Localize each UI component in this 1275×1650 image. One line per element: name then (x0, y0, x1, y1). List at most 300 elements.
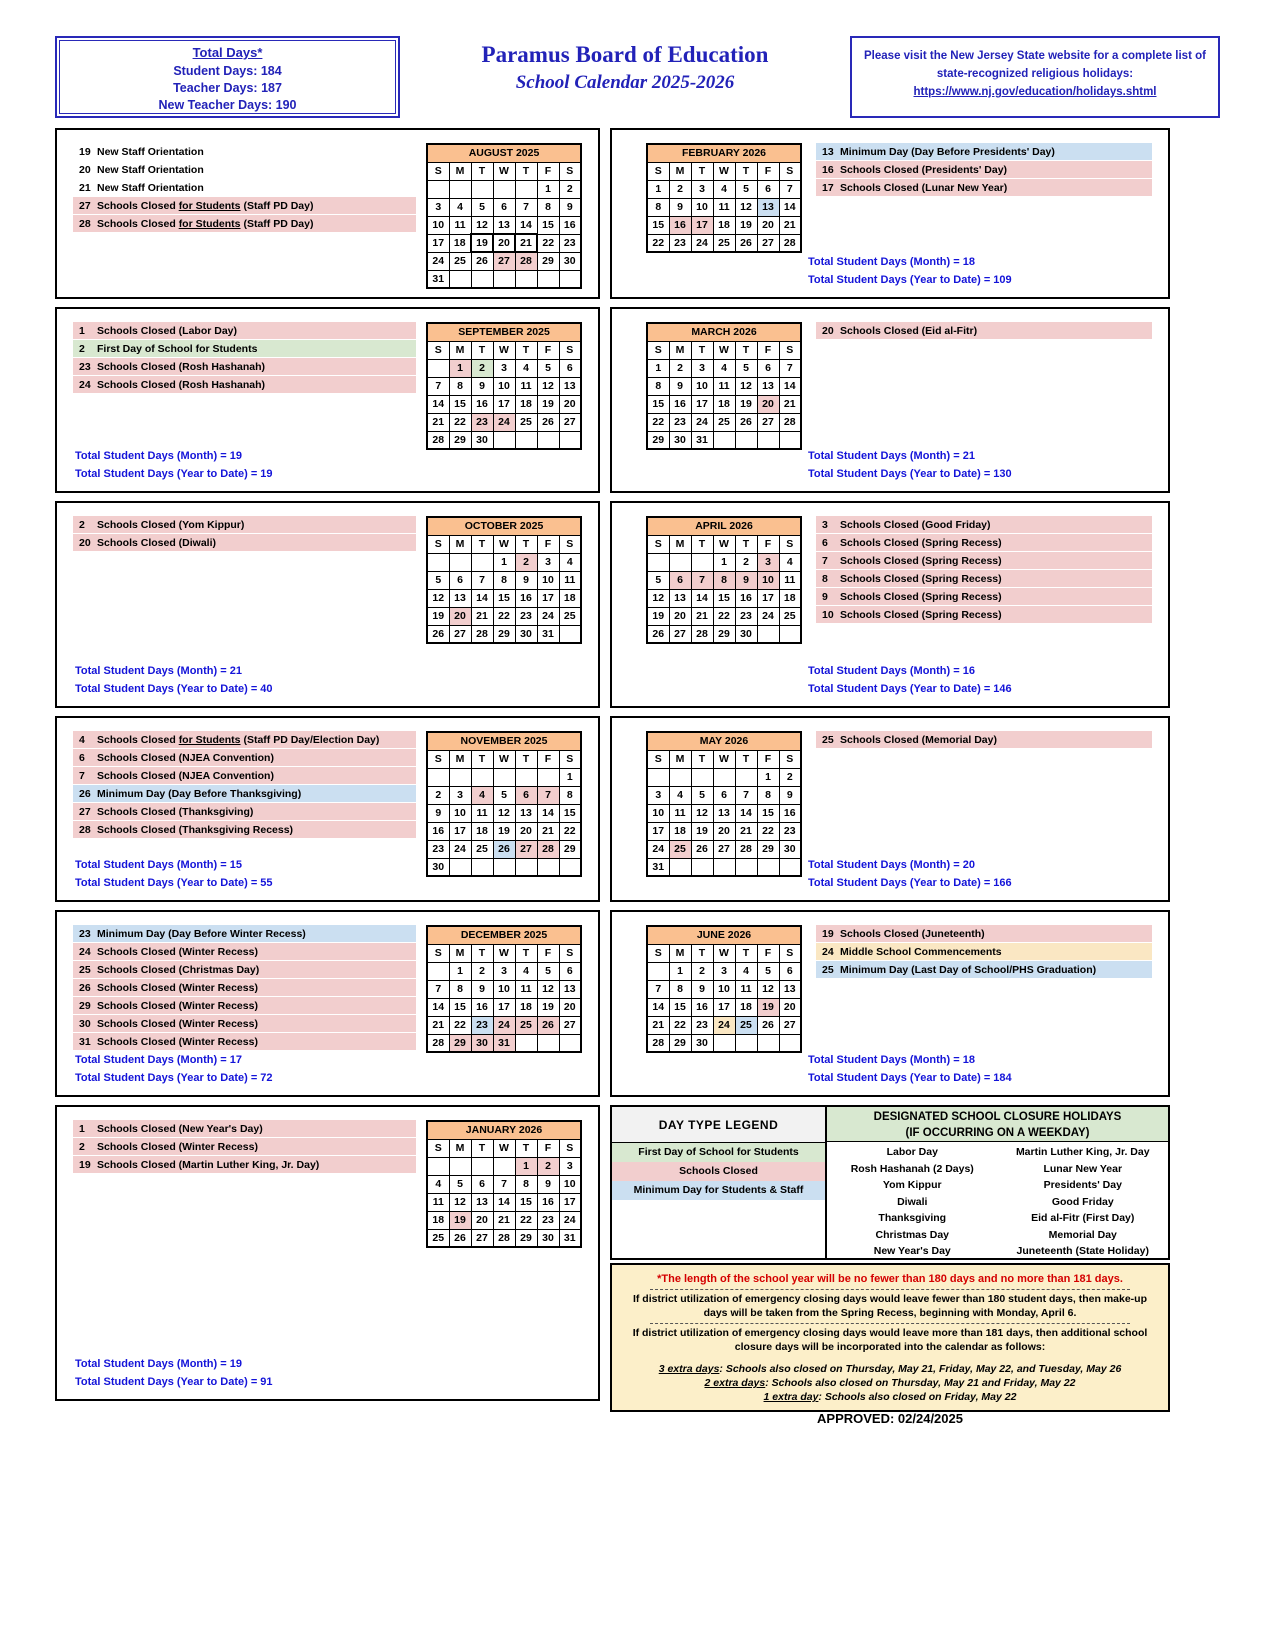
calendar-day: 16 (669, 395, 691, 413)
event-list-april (816, 516, 1152, 624)
calendar-day: 22 (647, 413, 669, 431)
calendar-day: 21 (427, 1016, 449, 1034)
calendar-day: 2 (537, 1157, 559, 1175)
calendar-day: 10 (691, 198, 713, 216)
day-of-week-header: F (757, 944, 779, 962)
calendar-day: 24 (537, 607, 559, 625)
calendar-empty-cell (779, 625, 801, 643)
calendar-day: 21 (779, 395, 801, 413)
calendar-day: 9 (669, 377, 691, 395)
calendar-day: 19 (735, 216, 757, 234)
calendar-empty-cell (493, 858, 515, 876)
calendar-day: 25 (735, 1016, 757, 1034)
calendar-empty-cell (669, 768, 691, 786)
calendar-empty-cell (757, 625, 779, 643)
extra-day-line: 3 extra days: Schools also closed on Thursday, May 21, Friday, May 22, and Tuesday, May 26 (658, 1363, 1122, 1375)
event-day-number: 28 (79, 823, 91, 836)
calendar-day: 26 (471, 252, 493, 270)
calendar-day: 9 (537, 1175, 559, 1193)
calendar-day: 5 (691, 786, 713, 804)
event-label: Schools Closed (Winter Recess) (97, 1017, 258, 1030)
legend-items (612, 1143, 825, 1200)
day-of-week-header: T (691, 535, 713, 553)
day-of-week-header: S (779, 341, 801, 359)
event-row (73, 803, 416, 820)
event-label: Schools Closed (Diwali) (97, 536, 217, 549)
calendar-empty-cell (713, 431, 735, 449)
event-row (816, 943, 1152, 960)
calendar-day: 28 (427, 431, 449, 449)
total-student-days-line: Total Student Days (Month) = 17 (75, 1054, 242, 1066)
month-block-november (55, 716, 600, 902)
closure-title-line2: (IF OCCURRING ON A WEEKDAY) (905, 1127, 1090, 1139)
calendar-day: 27 (669, 625, 691, 643)
event-list-january (73, 1120, 416, 1174)
event-day-number: 23 (79, 927, 91, 940)
event-day-number: 9 (822, 590, 828, 603)
calendar-grid-august (426, 143, 582, 289)
calendar-empty-cell (493, 270, 515, 288)
calendar-day: 16 (427, 822, 449, 840)
calendar-september (426, 322, 582, 450)
calendar-day: 26 (735, 413, 757, 431)
event-day-number: 27 (79, 199, 91, 212)
event-row (816, 179, 1152, 196)
event-row (73, 821, 416, 838)
day-of-week-header: W (713, 341, 735, 359)
event-row (816, 961, 1152, 978)
calendar-empty-cell (691, 768, 713, 786)
calendar-day: 8 (493, 571, 515, 589)
calendar-day: 4 (669, 786, 691, 804)
calendar-grid-march (646, 322, 802, 450)
calendar-august (426, 143, 582, 289)
event-label: Schools Closed (Christmas Day) (97, 963, 260, 976)
legend-item: First Day of School for Students (612, 1143, 825, 1162)
calendar-day: 22 (647, 234, 669, 252)
divider (650, 1289, 1130, 1290)
holidays-link[interactable]: https://www.nj.gov/education/holidays.shtml (913, 86, 1157, 98)
calendar-day: 3 (691, 180, 713, 198)
day-of-week-header: S (559, 944, 581, 962)
calendar-day: 20 (779, 998, 801, 1016)
day-of-week-header: W (713, 750, 735, 768)
total-student-days-line: Total Student Days (Year to Date) = 72 (75, 1072, 273, 1084)
total-student-days-line: Total Student Days (Month) = 19 (75, 450, 242, 462)
day-of-week-header: W (713, 944, 735, 962)
month-totals (808, 253, 1012, 289)
calendar-day: 7 (493, 1175, 515, 1193)
event-list-june (816, 925, 1152, 979)
calendar-day: 20 (713, 822, 735, 840)
calendar-day: 8 (757, 786, 779, 804)
calendar-day: 16 (669, 216, 691, 234)
calendar-day: 6 (757, 359, 779, 377)
new-teacher-days-line: New Teacher Days: 190 (158, 98, 297, 112)
calendar-day: 17 (537, 589, 559, 607)
month-title: MAY 2026 (647, 732, 801, 750)
total-student-days-line: Total Student Days (Month) = 18 (808, 1054, 975, 1066)
calendar-day: 14 (779, 198, 801, 216)
calendar-day: 10 (757, 571, 779, 589)
calendar-day: 7 (471, 571, 493, 589)
calendar-empty-cell (559, 1034, 581, 1052)
calendar-grid-january (426, 1120, 582, 1248)
calendar-empty-cell (515, 1034, 537, 1052)
event-row (816, 925, 1152, 942)
event-day-number: 10 (822, 608, 834, 621)
month-totals (75, 856, 273, 892)
calendar-day: 20 (559, 395, 581, 413)
calendar-day: 4 (515, 359, 537, 377)
event-row (816, 731, 1152, 748)
calendar-day: 11 (515, 377, 537, 395)
event-day-number: 28 (79, 217, 91, 230)
total-student-days-line: Total Student Days (Month) = 21 (75, 665, 242, 677)
calendar-day: 7 (647, 980, 669, 998)
calendar-day: 24 (427, 252, 449, 270)
event-day-number: 17 (822, 181, 834, 194)
calendar-day: 20 (669, 607, 691, 625)
calendar-grid-june (646, 925, 802, 1053)
total-student-days-line: Total Student Days (Month) = 20 (808, 859, 975, 871)
calendar-empty-cell (537, 270, 559, 288)
day-of-week-header: T (691, 944, 713, 962)
calendar-day: 23 (691, 1016, 713, 1034)
calendar-day: 20 (559, 998, 581, 1016)
religious-holidays-notice (850, 36, 1220, 118)
calendar-empty-cell (515, 768, 537, 786)
calendar-day: 12 (647, 589, 669, 607)
event-label: New Staff Orientation (97, 163, 204, 176)
month-title: AUGUST 2025 (427, 144, 581, 162)
calendar-day: 13 (559, 377, 581, 395)
calendar-empty-cell (427, 1157, 449, 1175)
day-of-week-header: S (779, 162, 801, 180)
day-of-week-header: T (735, 944, 757, 962)
calendar-day: 24 (757, 607, 779, 625)
calendar-empty-cell (471, 270, 493, 288)
day-of-week-header: S (427, 944, 449, 962)
calendar-day: 25 (427, 1229, 449, 1247)
calendar-day: 29 (559, 840, 581, 858)
calendar-april (646, 516, 802, 644)
calendar-day: 24 (559, 1211, 581, 1229)
calendar-day: 10 (713, 980, 735, 998)
event-label: Schools Closed (Winter Recess) (97, 999, 258, 1012)
closure-holidays-title (827, 1107, 1168, 1142)
calendar-day: 24 (691, 413, 713, 431)
month-title: JANUARY 2026 (427, 1121, 581, 1139)
calendar-day: 4 (471, 786, 493, 804)
event-row (73, 979, 416, 996)
day-of-week-header: M (669, 535, 691, 553)
event-row (73, 161, 416, 178)
calendar-grid-september (426, 322, 582, 450)
calendar-day: 24 (449, 840, 471, 858)
day-of-week-header: F (537, 162, 559, 180)
closure-title-line1: DESIGNATED SCHOOL CLOSURE HOLIDAYS (873, 1111, 1122, 1123)
extra-days-note: If district utilization of emergency closing days would leave more than 181 days, then additional school closure days will be incorporated into the calendar as follows: (632, 1327, 1148, 1353)
calendar-day: 12 (427, 589, 449, 607)
event-row (73, 143, 416, 160)
calendar-day: 5 (647, 571, 669, 589)
calendar-day: 6 (493, 198, 515, 216)
day-of-week-header: W (713, 535, 735, 553)
makeup-days-note: If district utilization of emergency closing days would leave fewer than 180 student days, then make-up days will be taken from the Spring Recess, beginning with Monday, April 6. (632, 1293, 1148, 1319)
month-totals (75, 662, 273, 698)
calendar-day: 15 (647, 395, 669, 413)
calendar-day: 2 (427, 786, 449, 804)
day-of-week-header: W (713, 162, 735, 180)
event-day-number: 26 (79, 787, 91, 800)
event-label: Minimum Day (Day Before Presidents' Day) (840, 145, 1055, 158)
event-label: New Staff Orientation (97, 145, 204, 158)
calendar-day: 29 (669, 1034, 691, 1052)
calendar-day: 30 (537, 1229, 559, 1247)
day-type-legend-table (610, 1105, 1170, 1260)
calendar-day: 18 (735, 998, 757, 1016)
calendar-day: 19 (493, 822, 515, 840)
total-student-days-line: Total Student Days (Year to Date) = 19 (75, 468, 273, 480)
day-of-week-header: W (493, 944, 515, 962)
calendar-day: 25 (713, 234, 735, 252)
calendar-day: 3 (757, 553, 779, 571)
calendar-day: 29 (449, 1034, 471, 1052)
calendar-day: 1 (669, 962, 691, 980)
calendar-day: 8 (669, 980, 691, 998)
calendar-day: 9 (559, 198, 581, 216)
page-subtitle: School Calendar 2025-2026 (515, 72, 735, 93)
event-label: Schools Closed (Spring Recess) (840, 572, 1002, 585)
calendar-day: 4 (713, 359, 735, 377)
calendar-day: 30 (427, 858, 449, 876)
calendar-day: 5 (735, 359, 757, 377)
calendar-day: 17 (691, 216, 713, 234)
event-day-number: 20 (79, 536, 91, 549)
day-of-week-header: S (779, 535, 801, 553)
calendar-day: 14 (427, 998, 449, 1016)
month-totals (808, 1051, 1012, 1087)
calendar-day: 30 (471, 1034, 493, 1052)
calendar-day: 31 (559, 1229, 581, 1247)
event-day-number: 25 (822, 963, 834, 976)
calendar-empty-cell (471, 180, 493, 198)
calendar-day: 2 (691, 962, 713, 980)
calendar-empty-cell (449, 553, 471, 571)
day-of-week-header: W (493, 750, 515, 768)
calendar-day: 28 (471, 625, 493, 643)
event-day-number: 25 (822, 733, 834, 746)
calendar-grid-december (426, 925, 582, 1053)
calendar-day: 5 (537, 359, 559, 377)
legend-title: DAY TYPE LEGEND (612, 1107, 825, 1143)
calendar-empty-cell (757, 431, 779, 449)
calendar-day: 7 (427, 377, 449, 395)
day-of-week-header: S (647, 341, 669, 359)
calendar-day: 8 (559, 786, 581, 804)
calendar-day: 5 (537, 962, 559, 980)
calendar-day: 19 (647, 607, 669, 625)
month-title: MARCH 2026 (647, 323, 801, 341)
event-row (73, 322, 416, 339)
calendar-day: 11 (713, 198, 735, 216)
calendar-day: 21 (427, 413, 449, 431)
event-row (73, 767, 416, 784)
calendar-day: 27 (493, 252, 515, 270)
calendar-day: 12 (493, 804, 515, 822)
calendar-day: 5 (493, 786, 515, 804)
calendar-day: 15 (757, 804, 779, 822)
calendar-day: 2 (515, 553, 537, 571)
calendar-day: 18 (449, 234, 471, 252)
event-row (73, 1120, 416, 1137)
calendar-day: 27 (515, 840, 537, 858)
calendar-empty-cell (647, 962, 669, 980)
event-row (816, 534, 1152, 551)
calendar-day: 17 (493, 998, 515, 1016)
event-row (816, 161, 1152, 178)
calendar-day: 26 (537, 1016, 559, 1034)
calendar-empty-cell (515, 180, 537, 198)
calendar-day: 5 (757, 962, 779, 980)
event-label: Schools Closed for Students (Staff PD Day) (97, 217, 314, 230)
day-of-week-header: M (449, 1139, 471, 1157)
event-label: Schools Closed (Winter Recess) (97, 981, 258, 994)
underlined-text: for Students (178, 217, 241, 230)
calendar-grid-october (426, 516, 582, 644)
month-totals (808, 856, 1012, 892)
calendar-day: 29 (713, 625, 735, 643)
length-warning: *The length of the school year will be no fewer than 180 days and no more than 181 days. (657, 1273, 1123, 1285)
calendar-day: 20 (515, 822, 537, 840)
day-of-week-header: F (537, 535, 559, 553)
calendar-day: 6 (559, 359, 581, 377)
calendar-day: 27 (449, 625, 471, 643)
day-of-week-header: S (559, 341, 581, 359)
event-label: Schools Closed (Spring Recess) (840, 590, 1002, 603)
total-student-days-line: Total Student Days (Month) = 21 (808, 450, 975, 462)
calendar-day: 16 (691, 998, 713, 1016)
day-of-week-header: F (537, 944, 559, 962)
calendar-day: 1 (449, 962, 471, 980)
calendar-day: 15 (449, 395, 471, 413)
calendar-day: 27 (471, 1229, 493, 1247)
event-day-number: 19 (822, 927, 834, 940)
calendar-empty-cell (537, 1034, 559, 1052)
calendar-day: 19 (537, 998, 559, 1016)
calendar-empty-cell (427, 180, 449, 198)
event-label: Minimum Day (Last Day of School/PHS Graduation) (840, 963, 1097, 976)
calendar-day: 28 (493, 1229, 515, 1247)
calendar-day: 3 (537, 553, 559, 571)
month-totals (75, 1051, 273, 1087)
closure-holiday: Yom Kippur (882, 1179, 942, 1191)
legend-item: Minimum Day for Students & Staff (612, 1181, 825, 1200)
calendar-june (646, 925, 802, 1053)
calendar-empty-cell (537, 858, 559, 876)
calendar-day: 16 (779, 804, 801, 822)
calendar-day: 18 (471, 822, 493, 840)
calendar-may (646, 731, 802, 877)
event-day-number: 2 (79, 518, 85, 531)
calendar-day: 17 (757, 589, 779, 607)
calendar-day: 16 (471, 395, 493, 413)
calendar-day: 19 (735, 395, 757, 413)
day-type-legend (612, 1107, 827, 1258)
day-of-week-header: S (427, 750, 449, 768)
month-block-october (55, 501, 600, 708)
calendar-day: 17 (493, 395, 515, 413)
calendar-day: 9 (471, 377, 493, 395)
calendar-empty-cell (647, 553, 669, 571)
calendar-day: 12 (471, 216, 493, 234)
calendar-day: 28 (537, 840, 559, 858)
calendar-day: 28 (515, 252, 537, 270)
calendar-day: 13 (559, 980, 581, 998)
day-of-week-header: S (559, 1139, 581, 1157)
event-list-march (816, 322, 1152, 340)
closure-list-right (998, 1144, 1169, 1260)
calendar-day: 5 (449, 1175, 471, 1193)
calendar-day: 9 (691, 980, 713, 998)
calendar-day: 29 (757, 840, 779, 858)
calendar-day: 14 (493, 1193, 515, 1211)
day-of-week-header: F (757, 750, 779, 768)
calendar-day: 14 (779, 377, 801, 395)
event-row (816, 588, 1152, 605)
calendar-day: 9 (427, 804, 449, 822)
calendar-day: 18 (713, 216, 735, 234)
calendar-empty-cell (471, 858, 493, 876)
calendar-empty-cell (493, 768, 515, 786)
closure-holiday: Christmas Day (875, 1228, 950, 1241)
calendar-day: 31 (493, 1034, 515, 1052)
event-row (73, 943, 416, 960)
calendar-day: 30 (691, 1034, 713, 1052)
school-year-notes (610, 1263, 1170, 1412)
total-student-days-line: Total Student Days (Year to Date) = 109 (808, 274, 1012, 286)
month-totals (808, 447, 1012, 483)
event-row (73, 534, 416, 551)
calendar-day: 20 (757, 395, 779, 413)
calendar-day: 14 (515, 216, 537, 234)
calendar-day: 12 (449, 1193, 471, 1211)
calendar-day: 15 (669, 998, 691, 1016)
day-of-week-header: S (779, 944, 801, 962)
day-of-week-header: F (537, 750, 559, 768)
calendar-day: 17 (559, 1193, 581, 1211)
calendar-day: 24 (493, 413, 515, 431)
calendar-day: 14 (537, 804, 559, 822)
event-day-number: 7 (79, 769, 85, 782)
calendar-day: 11 (471, 804, 493, 822)
underlined-text: 1 extra day (763, 1391, 819, 1403)
calendar-day: 5 (735, 180, 757, 198)
calendar-day: 25 (449, 252, 471, 270)
closure-holiday: Eid al-Fitr (First Day) (1031, 1212, 1135, 1224)
calendar-day: 28 (735, 840, 757, 858)
event-row (816, 606, 1152, 623)
total-student-days-line: Total Student Days (Month) = 15 (75, 859, 242, 871)
event-row (73, 358, 416, 375)
calendar-day: 20 (471, 1211, 493, 1229)
day-of-week-header: S (427, 341, 449, 359)
calendar-day: 17 (449, 822, 471, 840)
calendar-day: 1 (515, 1157, 537, 1175)
calendar-day: 14 (471, 589, 493, 607)
event-label: Schools Closed (Rosh Hashanah) (97, 360, 266, 373)
